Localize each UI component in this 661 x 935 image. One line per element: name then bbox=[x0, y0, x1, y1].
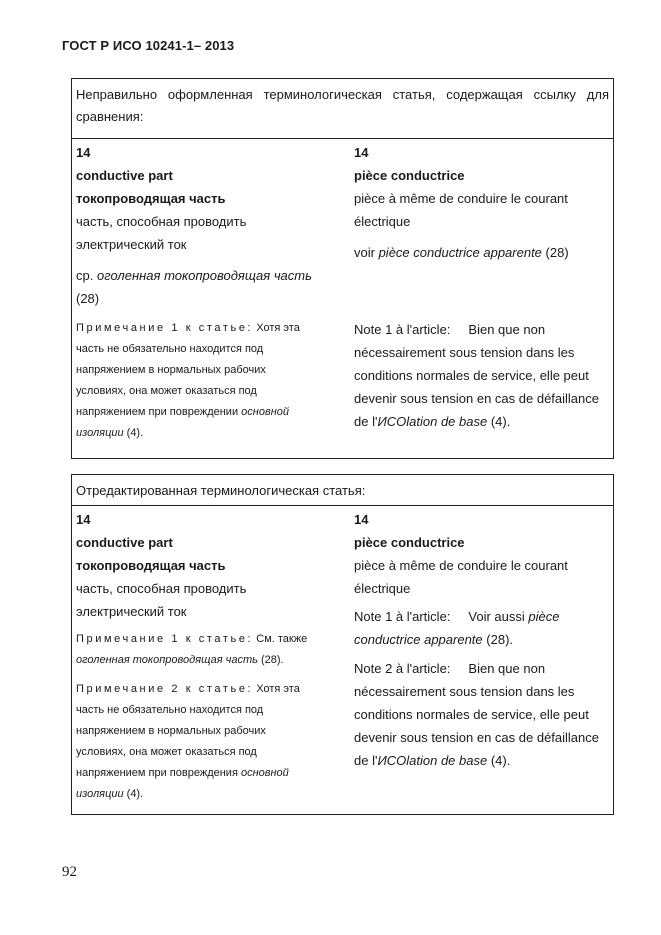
entry-number: 14 bbox=[76, 145, 91, 160]
note-line: Примечание 1 к статье: См. также bbox=[76, 633, 308, 645]
definition-line: часть, способная проводить bbox=[76, 214, 247, 229]
term-en: conductive part bbox=[76, 168, 173, 183]
definition-line: pièce à même de conduire le courant bbox=[354, 191, 568, 206]
edited-entry-frame bbox=[71, 474, 614, 815]
note-line: часть не обязательно находится под bbox=[76, 704, 264, 716]
note-line: напряжением при повреждения основной bbox=[76, 767, 289, 779]
definition-line: электрический ток bbox=[76, 604, 187, 619]
note-line: условиях, она может оказаться под bbox=[76, 746, 257, 758]
note-line: Note 1 à l'article: Bien que non bbox=[354, 322, 546, 337]
definition-line: pièce à même de conduire le courant bbox=[354, 558, 568, 573]
note-line: nécessairement sous tension dans les bbox=[354, 345, 575, 360]
note-line: de l'ИСOlation de base (4). bbox=[354, 753, 511, 768]
note-line: напряжением при повреждении основной bbox=[76, 406, 289, 418]
incorrect-entry-ru-column bbox=[76, 141, 331, 444]
cross-reference: ср. оголенная токопроводящая часть bbox=[76, 268, 312, 283]
note-line: изоляции (4). bbox=[76, 427, 144, 439]
edited-entry-fr-column bbox=[354, 508, 612, 772]
term-ru: токопроводящая часть bbox=[76, 191, 226, 206]
note-line: напряжением в нормальных рабочих bbox=[76, 725, 266, 737]
note-line: Примечание 1 к статье: Хотя эта bbox=[76, 322, 300, 334]
definition-line: электрический ток bbox=[76, 237, 187, 252]
edited-entry-ru-column bbox=[76, 508, 331, 805]
term-fr: pièce conductrice bbox=[354, 535, 465, 550]
page-number: 92 bbox=[62, 864, 77, 880]
note-line: условиях, она может оказаться под bbox=[76, 385, 257, 397]
note-line: conditions normales de service, elle peut bbox=[354, 707, 589, 722]
cross-reference-number: (28) bbox=[76, 291, 100, 306]
note-line: изоляции (4). bbox=[76, 788, 144, 800]
note-line: оголенная токопроводящая часть (28). bbox=[76, 654, 284, 666]
note-line: Примечание 2 к статье: Хотя эта bbox=[76, 683, 300, 695]
incorrect-entry-title: Неправильно оформленная терминологическая статья, содержащая ссылку для сравнения: bbox=[72, 79, 613, 139]
definition-line: électrique bbox=[354, 581, 411, 596]
document-header: ГОСТ Р ИСО 10241-1– 2013 bbox=[62, 38, 235, 53]
voir-reference: voir pièce conductrice apparente (28) bbox=[354, 245, 569, 260]
note-line: conditions normales de service, elle peut bbox=[354, 368, 589, 383]
note-line: de l'ИСOlation de base (4). bbox=[354, 414, 511, 429]
note-line: Note 1 à l'article: Voir aussi pièce bbox=[354, 609, 560, 624]
note-line: напряжением в нормальных рабочих bbox=[76, 364, 266, 376]
term-fr: pièce conductrice bbox=[354, 168, 465, 183]
incorrect-entry-fr-column bbox=[354, 141, 612, 433]
edited-entry-title: Отредактированная терминологическая статья: bbox=[72, 475, 613, 506]
note-line: часть не обязательно находится под bbox=[76, 343, 264, 355]
note-line: devenir sous tension en cas de défaillance bbox=[354, 391, 599, 406]
note-line: devenir sous tension en cas de défaillance bbox=[354, 730, 599, 745]
note-line: Note 2 à l'article: Bien que non bbox=[354, 661, 546, 676]
note-line: conductrice apparente (28). bbox=[354, 632, 514, 647]
note-line: nécessairement sous tension dans les bbox=[354, 684, 575, 699]
incorrect-entry-frame bbox=[71, 78, 614, 459]
definition-line: électrique bbox=[354, 214, 411, 229]
entry-number: 14 bbox=[354, 145, 369, 160]
entry-number: 14 bbox=[354, 512, 369, 527]
term-en: conductive part bbox=[76, 535, 173, 550]
term-ru: токопроводящая часть bbox=[76, 558, 226, 573]
definition-line: часть, способная проводить bbox=[76, 581, 247, 596]
entry-number: 14 bbox=[76, 512, 91, 527]
